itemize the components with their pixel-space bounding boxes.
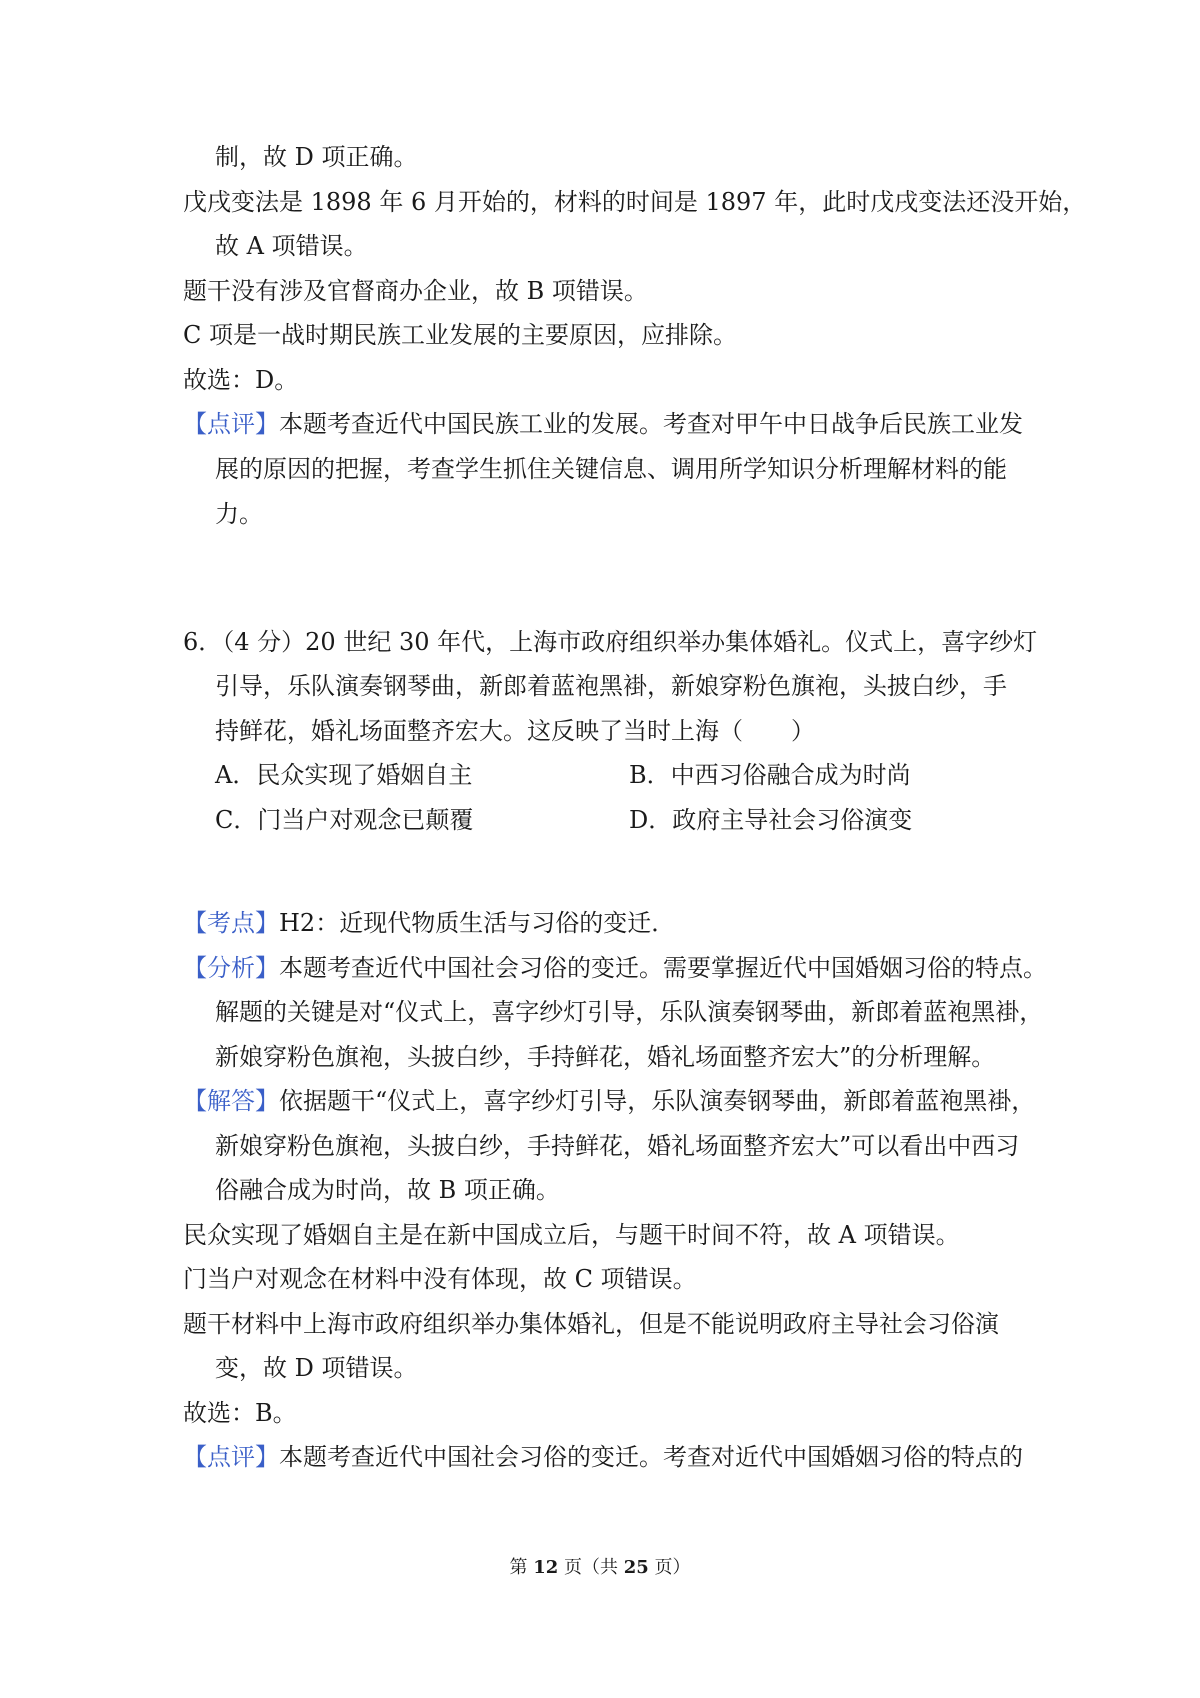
- fenxi-line: [183, 951, 1047, 985]
- review-tag: 【点评】: [183, 1443, 279, 1471]
- option-a: A．民众实现了婚姻自主: [215, 761, 473, 789]
- text-line: 故 A 项错误。: [215, 232, 368, 260]
- text-line: 俗融合成为时尚，故 B 项正确。: [215, 1176, 560, 1204]
- review-tag: 【点评】: [183, 410, 279, 438]
- question-stem: 6．（4 分）20 世纪 30 年代，上海市政府组织举办集体婚礼。仪式上，喜字纱灯: [183, 628, 1038, 656]
- option-d: D．政府主导社会习俗演变: [629, 806, 913, 834]
- text-line: 题干材料中上海市政府组织举办集体婚礼，但是不能说明政府主导社会习俗演: [183, 1310, 999, 1338]
- review-text: 本题考查近代中国民族工业的发展。考查对甲午中日战争后民族工业发: [279, 410, 1023, 438]
- text-line: 新娘穿粉色旗袍，头披白纱，手持鲜花，婚礼场面整齐宏大”的分析理解。: [215, 1043, 996, 1071]
- jieda-tag: 【解答】: [183, 1087, 279, 1115]
- page-footer: 第 12 页（共 25 页）: [509, 1557, 691, 1578]
- text-line: 引导，乐队演奏钢琴曲，新郎着蓝袍黑褂，新娘穿粉色旗袍，头披白纱，手: [215, 672, 1007, 700]
- text-line: 新娘穿粉色旗袍，头披白纱，手持鲜花，婚礼场面整齐宏大”可以看出中西习: [215, 1132, 1020, 1160]
- page-number: 12: [533, 1557, 559, 1578]
- text-line: 故选：B。: [183, 1399, 297, 1427]
- text-line: 持鲜花，婚礼场面整齐宏大。这反映了当时上海（ ）: [215, 717, 815, 745]
- text-line: 力。: [215, 500, 263, 528]
- kaodian-tag: 【考点】: [183, 909, 279, 937]
- fenxi-tag: 【分析】: [183, 954, 279, 982]
- page-total: 25: [623, 1557, 649, 1578]
- text-line: 民众实现了婚姻自主是在新中国成立后，与题干时间不符，故 A 项错误。: [183, 1221, 960, 1249]
- text-line: C 项是一战时期民族工业发展的主要原因，应排除。: [183, 321, 737, 349]
- text-line: 题干没有涉及官督商办企业，故 B 项错误。: [183, 277, 648, 305]
- review-line: [183, 1440, 1023, 1474]
- option-b: B．中西习俗融合成为时尚: [629, 761, 911, 789]
- text-line: 制，故 D 项正确。: [215, 143, 418, 171]
- jieda-text: 依据题干“仪式上，喜字纱灯引导，乐队演奏钢琴曲，新郎着蓝袍黑褂，: [279, 1087, 1036, 1115]
- kaodian-line: [183, 906, 675, 940]
- text-line: 展的原因的把握，考查学生抓住关键信息、调用所学知识分析理解材料的能: [215, 455, 1007, 483]
- fenxi-text: 本题考查近代中国社会习俗的变迁。需要掌握近代中国婚姻习俗的特点。: [279, 954, 1047, 982]
- text-line: 解题的关键是对“仪式上，喜字纱灯引导，乐队演奏钢琴曲，新郎着蓝袍黑褂，: [215, 998, 1044, 1026]
- text-line: 门当户对观念在材料中没有体现，故 C 项错误。: [183, 1265, 697, 1293]
- review-text: 本题考查近代中国社会习俗的变迁。考查对近代中国婚姻习俗的特点的: [279, 1443, 1023, 1471]
- text-line: 戊戌变法是 1898 年 6 月开始的，材料的时间是 1897 年，此时戊戌变法还没开始，: [183, 188, 1087, 216]
- text-line: 变，故 D 项错误。: [215, 1354, 418, 1382]
- review-line: [183, 407, 1023, 441]
- text-line: 故选：D。: [183, 366, 299, 394]
- jieda-line: [183, 1084, 1035, 1118]
- option-c: C．门当户对观念已颠覆: [215, 806, 474, 834]
- kaodian-text: H2：近现代物质生活与习俗的变迁．: [279, 909, 676, 937]
